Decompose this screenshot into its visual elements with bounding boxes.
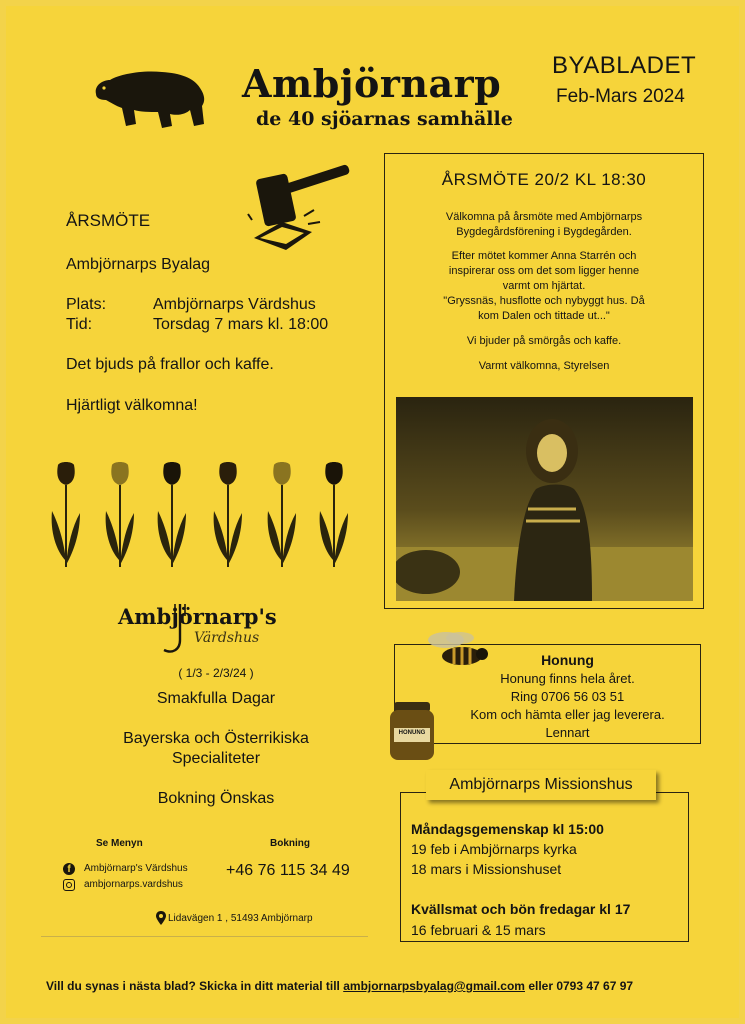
place-label: Plats: bbox=[66, 296, 107, 313]
meeting-organizer: Ambjörnarps Byalag bbox=[66, 256, 211, 273]
vardshus-logo: Ambjörnarp's bbox=[118, 604, 277, 629]
vardshus-phone: +46 76 115 34 49 bbox=[226, 862, 350, 879]
place-value: Ambjörnarps Värdshus bbox=[153, 296, 316, 313]
location-pin-icon bbox=[156, 911, 166, 925]
vardshus-address: Lidavägen 1 , 51493 Ambjörnarp bbox=[168, 913, 313, 924]
paper-name: BYABLADET bbox=[552, 52, 697, 79]
tulip-icon bbox=[154, 461, 190, 571]
honey-line2: Ring 0706 56 03 51 bbox=[510, 689, 625, 704]
instagram-icon bbox=[63, 879, 75, 891]
booking-heading: Bokning bbox=[270, 838, 310, 849]
footer-text: Vill du synas i nästa blad? Skicka in ditt material till bbox=[46, 979, 344, 993]
bee-icon bbox=[424, 626, 490, 674]
tulip-icon bbox=[48, 461, 84, 571]
tulip-icon bbox=[316, 461, 352, 571]
mission-event1-title: Måndagsgemenskap kl 15:00 bbox=[411, 821, 604, 837]
honey-jar-label: HONUNG bbox=[398, 730, 426, 736]
mission-event2-line1: 16 februari & 15 mars bbox=[411, 922, 546, 938]
facebook-link[interactable]: Ambjörnarp's Värdshus bbox=[84, 863, 188, 874]
tulip-icon bbox=[264, 461, 300, 571]
mission-event2-title: Kvällsmat och bön fredagar kl 17 bbox=[411, 901, 631, 917]
footer-phone: eller 0793 47 67 97 bbox=[524, 979, 634, 993]
instagram-link[interactable]: ambjornarps.vardshus bbox=[84, 879, 183, 890]
time-label: Tid: bbox=[66, 316, 93, 333]
vardshus-specialties-line2: Specialiteter bbox=[171, 750, 261, 767]
mission-event1-line1: 19 feb i Ambjörnarps kyrka bbox=[411, 841, 577, 857]
flyer-page bbox=[6, 6, 739, 1018]
speaker-photo bbox=[396, 397, 693, 601]
footer-email-link[interactable]: ambjornarpsbyalag@gmail.com bbox=[343, 979, 525, 993]
fork-logo-icon bbox=[154, 600, 194, 658]
divider bbox=[41, 936, 368, 937]
mission-event1-line2: 18 mars i Missionshuset bbox=[411, 861, 562, 877]
mission-box bbox=[400, 792, 689, 942]
issue-date: Feb-Mars 2024 bbox=[556, 86, 685, 107]
honey-heading: Honung bbox=[541, 652, 594, 668]
tulip-icon bbox=[102, 461, 138, 571]
footer bbox=[46, 979, 716, 993]
annual-meeting-box bbox=[384, 153, 704, 609]
vardshus-logo-sub: Värdshus bbox=[194, 630, 260, 646]
annual-meeting-box-text: Välkomna på årsmöte med Ambjörnarps Bygdegårdsförening i Bygdegården. Efter mötet kommer Anna Starrén och inspirerar oss om det som ligger henne varmt om hjärtat. "Gryssnäs, husflotte och nybyggt hus. Då kom Dalen och tittade ut..." Vi bjuder på smörgås och kaffe. Varmt välkomna, Styrelsen bbox=[443, 211, 645, 372]
header-subtitle: de 40 sjöarnas samhälle bbox=[256, 108, 513, 130]
vardshus-booking-note: Bokning Önskas bbox=[157, 790, 275, 807]
refreshments-text: Det bjuds på frallor och kaffe. bbox=[66, 356, 274, 373]
vardshus-event: Smakfulla Dagar bbox=[156, 690, 276, 707]
menu-heading: Se Menyn bbox=[96, 838, 143, 849]
mission-tab-label: Ambjörnarps Missionshus bbox=[426, 770, 656, 800]
header-title: Ambjörnarp bbox=[242, 61, 502, 106]
vardshus-dates: ( 1/3 - 2/3/24 ) bbox=[178, 666, 254, 680]
bear-icon bbox=[90, 64, 212, 134]
facebook-icon: f bbox=[63, 863, 75, 875]
time-value: Torsdag 7 mars kl. 18:00 bbox=[153, 316, 329, 333]
tulip-icon bbox=[210, 461, 246, 571]
honey-signature: Lennart bbox=[545, 725, 590, 740]
honey-line1: Honung finns hela året. bbox=[500, 671, 635, 686]
vardshus-specialties-line1: Bayerska och Österrikiska bbox=[123, 730, 309, 747]
annual-meeting-heading: ÅRSMÖTE bbox=[66, 211, 151, 230]
honey-line3: Kom och hämta eller jag leverera. bbox=[470, 707, 665, 722]
gavel-icon bbox=[246, 164, 358, 256]
annual-meeting-box-heading: ÅRSMÖTE 20/2 KL 18:30 bbox=[441, 170, 647, 189]
welcome-text: Hjärtligt välkomna! bbox=[66, 397, 198, 414]
